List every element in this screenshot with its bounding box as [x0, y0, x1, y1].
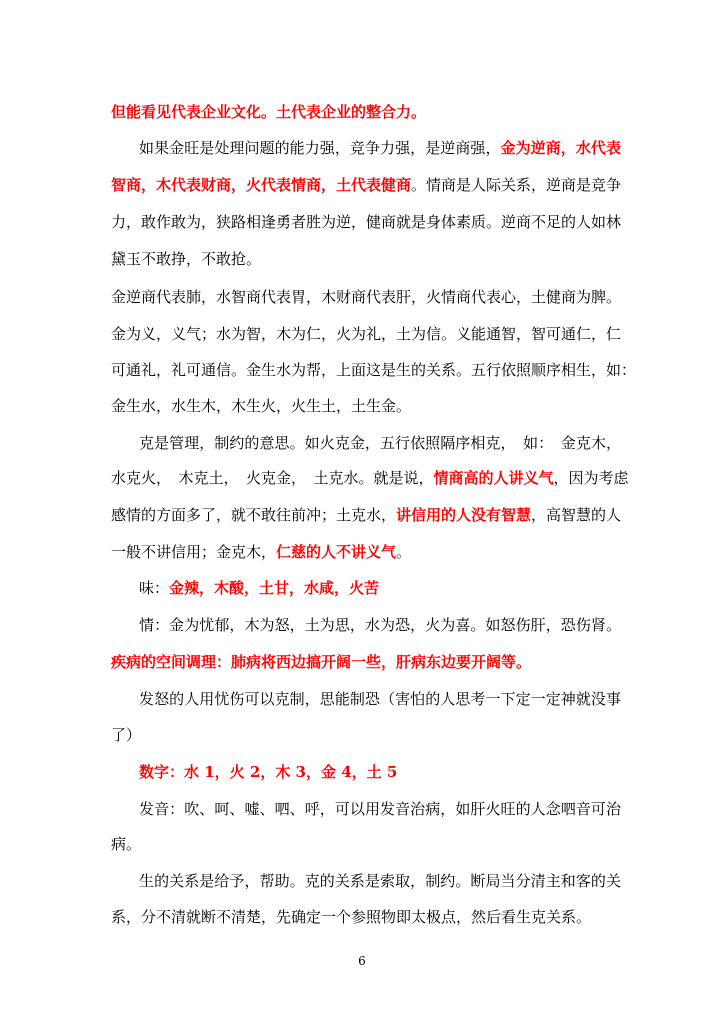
text-run: ，因为考虑: [553, 469, 629, 487]
line-16: [111, 652, 621, 672]
line-17: [139, 689, 621, 709]
text-run: ，高智慧的人: [531, 506, 622, 524]
line-23: [111, 907, 621, 927]
text-run: 金逆商代表肺，水智商代表胃，木财商代表肝，火情商代表心，土健商为脾。: [111, 288, 622, 306]
line-6: [111, 287, 621, 307]
line-9: [111, 396, 621, 416]
text-run: 力，敢作敢为，狭路相逢勇者胜为逆，健商就是身体素质。逆商不足的人如林: [111, 213, 622, 231]
text-run: 感情的方面多了，就不敢往前冲；土克水，: [111, 506, 397, 524]
line-13: [111, 542, 621, 562]
page-number: 6: [358, 954, 366, 968]
text-run: 可通礼，礼可通信。金生水为帮，上面这是生的关系。五行依照顺序相生，如：: [111, 361, 637, 379]
text-run: 。情商是人际关系，逆商是竞争: [411, 176, 622, 194]
text-run: 金生水，水生木，木生火，火生土，土生金。: [111, 397, 412, 415]
text-run: 但能看见代表企业文化。土代表企业的整合力。: [111, 103, 427, 121]
text-run: 发怒的人用忧伤可以克制，思能制恐（害怕的人思考一下定一定神就没事: [139, 690, 621, 708]
text-run: 。: [396, 543, 412, 561]
text-run: 发音：吹、呵、嘘、呬、呼，可以用发音治病，如肝火旺的人念呬音可治: [139, 800, 621, 818]
text-run: 仁慈的人不讲义气: [276, 543, 397, 561]
text-run: 味：: [139, 579, 170, 597]
line-12: [111, 505, 621, 525]
line-14: [139, 578, 649, 598]
line-22: [139, 871, 621, 891]
text-run: 病。: [111, 835, 142, 853]
text-run: 讲信用的人没有智慧: [396, 506, 532, 524]
text-run: 黛玉不敢挣，不敢抢。: [111, 250, 262, 268]
line-8: [111, 360, 637, 380]
line-4: [111, 212, 621, 232]
text-run: 智商，木代表财商，火代表情商，土代表健商: [111, 176, 412, 194]
text-run: 了）: [111, 726, 142, 744]
text-run: 一般不讲信用；金克木，: [111, 543, 277, 561]
text-run: 情：金为忧郁，木为怒，土为思，水为恐，火为喜。如怒伤肝，恐伤肾。: [139, 616, 621, 634]
text-run: 系，分不清就断不清楚，先确定一个参照物即太极点，然后看生克关系。: [111, 908, 592, 926]
line-3: [111, 175, 621, 195]
line-11: [111, 468, 629, 488]
line-7: [111, 324, 621, 344]
line-15: [139, 615, 621, 635]
text-run: 金为义，义气；水为智，木为仁，火为礼，土为信。义能通智，智可通仁，仁: [111, 325, 622, 343]
text-run: 生的关系是给予，帮助。克的关系是索取，制约。断局当分清主和客的关: [139, 872, 621, 890]
line-2: [139, 138, 621, 158]
line-18: [111, 725, 621, 745]
text-run: 金辣，木酸，土甘，水咸，火苦: [169, 579, 380, 597]
text-run: 疾病的空间调理：肺病将西边搞开阔一些，肝病东边要开阔等。: [111, 653, 532, 671]
line-10: [139, 433, 621, 453]
line-5: [111, 249, 621, 269]
line-1: [111, 102, 621, 122]
line-19: [139, 762, 649, 782]
line-21: [111, 834, 621, 854]
text-run: 克是管理，制约的意思。如火克金，五行依照隔序相克， 如： 金克木，: [139, 434, 621, 452]
text-run: 如果金旺是处理问题的能力强，竞争力强，是逆商强，: [139, 139, 501, 157]
text-run: 数字：水 1，火 2，木 3，金 4，土 5: [139, 763, 398, 781]
line-20: [139, 799, 621, 819]
text-run: 水克火， 木克土， 火克金， 土克水。就是说，: [111, 469, 434, 487]
text-run: 情商高的人讲义气: [433, 469, 554, 487]
text-run: 金为逆商，水代表: [500, 139, 621, 157]
